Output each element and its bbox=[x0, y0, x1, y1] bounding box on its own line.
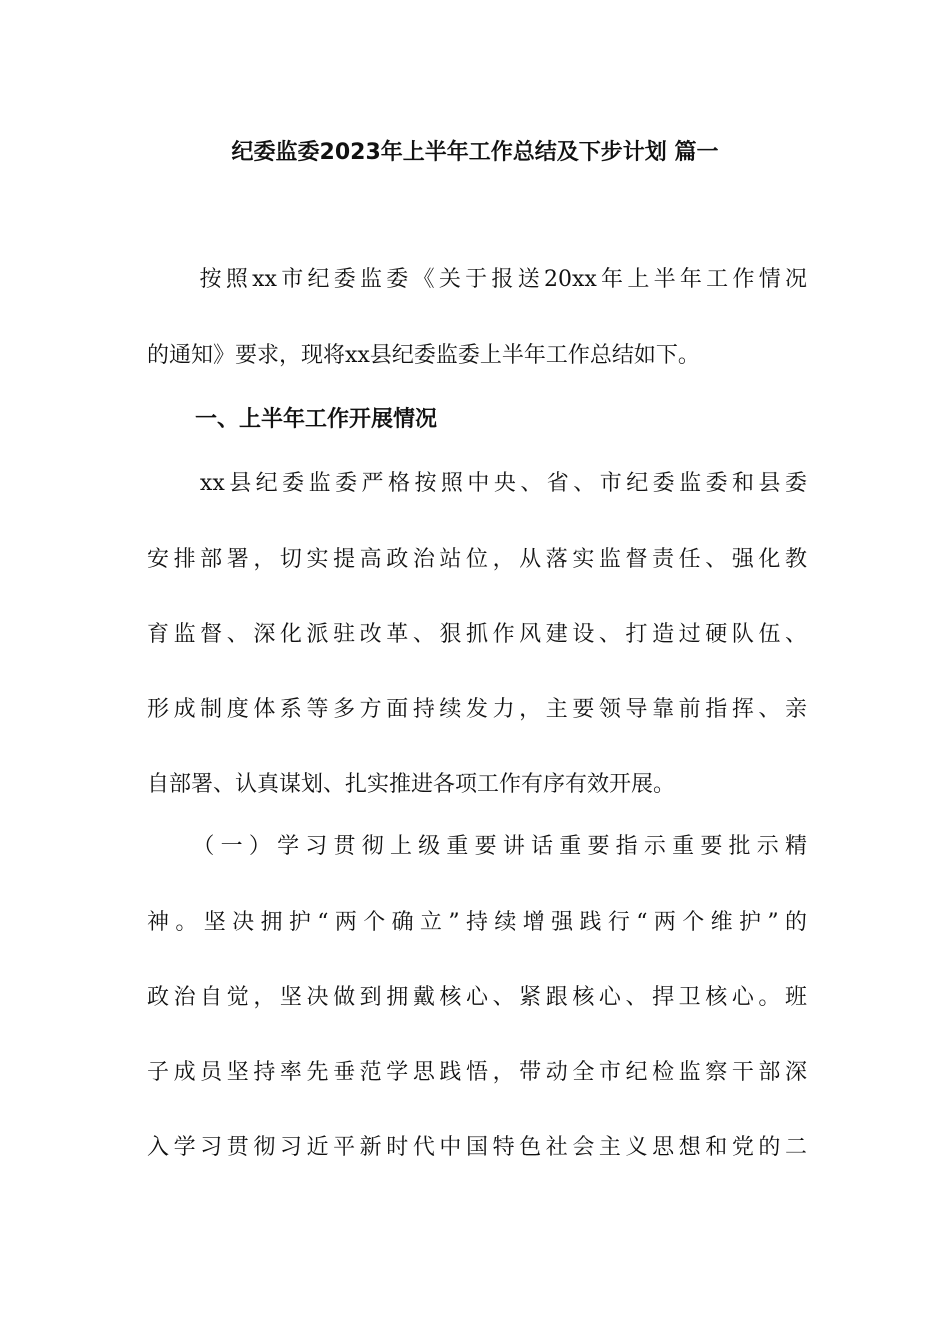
intro-line-2: 的通知》要求，现将xx县纪委监委上半年工作总结如下。 bbox=[147, 343, 700, 368]
para1-line-1: xx县纪委监委严格按照中央、省、市纪委监委和县委 bbox=[147, 471, 807, 496]
para2-line-5: 入学习贯彻习近平新时代中国特色社会主义思想和党的二 bbox=[147, 1135, 807, 1160]
para1-line-3: 育监督、深化派驻改革、狠抓作风建设、打造过硬队伍、 bbox=[147, 622, 807, 647]
para2-line-4: 子成员坚持率先垂范学思践悟，带动全市纪检监察干部深 bbox=[147, 1060, 807, 1085]
intro-line-1: 按照xx市纪委监委《关于报送20xx年上半年工作情况 bbox=[147, 267, 807, 292]
para1-line-5: 自部署、认真谋划、扎实推进各项工作有序有效开展。 bbox=[147, 772, 676, 797]
document-title: 纪委监委2023年上半年工作总结及下步计划 篇一 bbox=[231, 140, 719, 165]
para2-line-2: 神。坚决拥护“两个确立”持续增强践行“两个维护”的 bbox=[147, 910, 807, 935]
para2-line-1: （一）学习贯彻上级重要讲话重要指示重要批示精 bbox=[147, 834, 807, 859]
section-heading: 一、上半年工作开展情况 bbox=[195, 407, 438, 432]
para1-line-2: 安排部署，切实提高政治站位，从落实监督责任、强化教 bbox=[147, 547, 807, 572]
para1-line-4: 形成制度体系等多方面持续发力，主要领导靠前指挥、亲 bbox=[147, 697, 807, 722]
para2-line-3: 政治自觉，坚决做到拥戴核心、紧跟核心、捍卫核心。班 bbox=[147, 985, 807, 1010]
